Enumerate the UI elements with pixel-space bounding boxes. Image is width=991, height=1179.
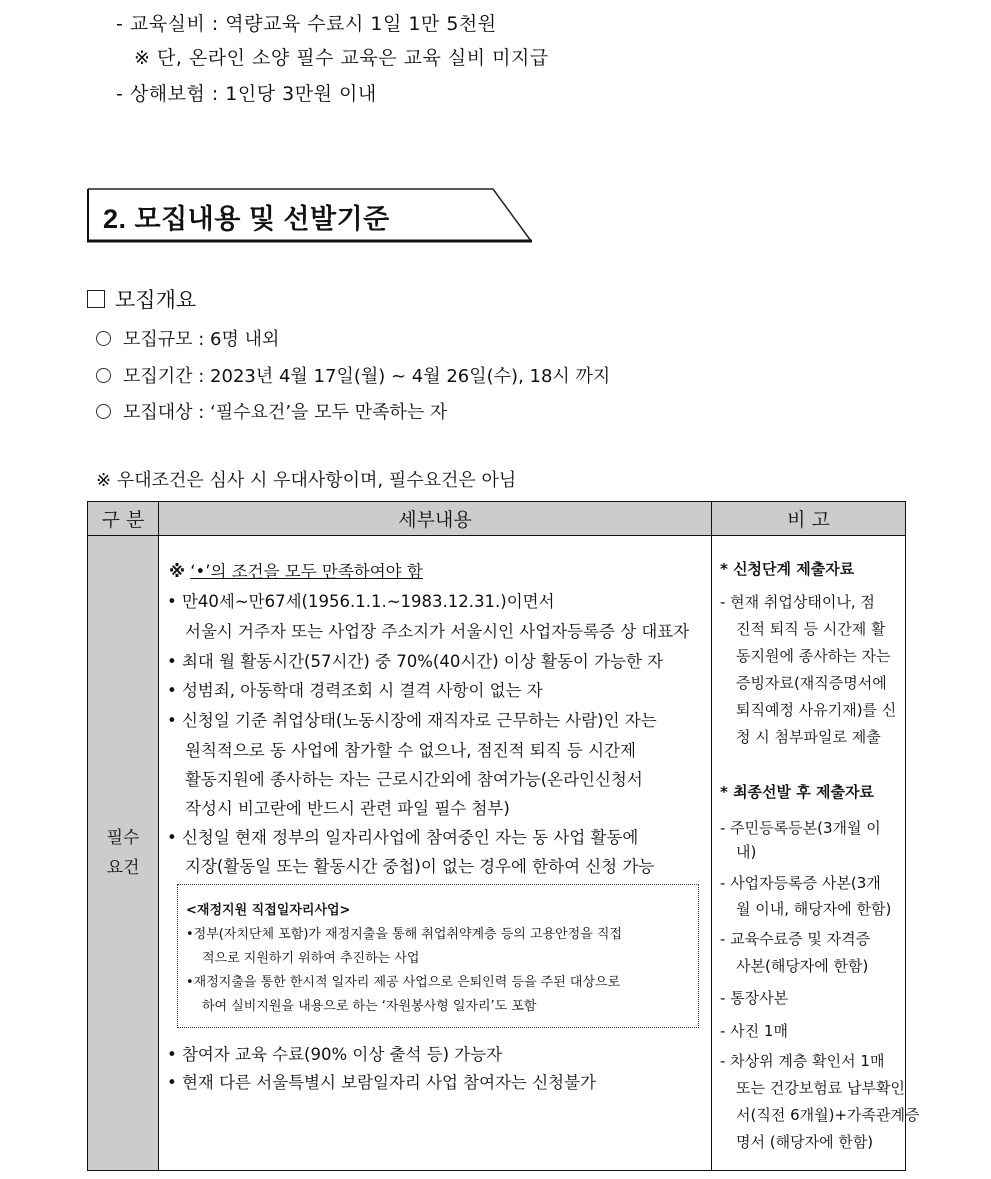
detail-line: 작성시 비고란에 반드시 관련 파일 필수 첨부)	[185, 799, 510, 818]
remark-line: 서(직전 6개월)+가족관계증	[736, 1106, 920, 1124]
remark-line: 월 이내, 해당자에 한함)	[736, 900, 892, 918]
remark-line: - 교육수료증 및 자격증	[720, 930, 871, 948]
remark-line: 사본(해당자에 한함)	[736, 957, 869, 975]
remark-line: - 주민등록등본(3개월 이	[720, 819, 881, 837]
overview-item-text: 모집대상 : ‘필수요건’을 모두 만족하는 자	[123, 402, 448, 423]
table-row	[88, 536, 906, 1171]
online-education-note: ※ 단, 온라인 소양 필수 교육은 교육 실비 미지급	[134, 47, 549, 69]
remark-line: 증빙자료(재직증명서에	[736, 674, 887, 692]
overview-title-text: 모집개요	[115, 288, 197, 312]
remark-line: 동지원에 종사하는 자는	[736, 647, 891, 665]
insurance-line: - 상해보험 : 1인당 3만원 이내	[116, 83, 377, 105]
circle-bullet-icon	[96, 368, 111, 383]
box-title: <재정지원 직접일자리사업>	[186, 903, 351, 918]
details-cell	[159, 536, 712, 1171]
box-line: 적으로 지원하기 위하여 추진하는 사업	[202, 951, 420, 966]
square-bullet-icon	[87, 290, 105, 308]
detail-line: 활동지원에 종사하는 자는 근로시간외에 참여가능(온라인신청서	[185, 770, 643, 789]
remark-line: - 사진 1매	[720, 1022, 788, 1040]
circle-bullet-icon	[96, 404, 111, 419]
box-line: 하여 실비지원을 내용으로 하는 ‘자원봉사형 일자리’도 포함	[202, 999, 537, 1014]
remark-line: 명서 (해당자에 한함)	[736, 1133, 874, 1151]
detail-line: • 신청일 기준 취업상태(노동시장에 재직자로 근무하는 사람)인 자는	[167, 711, 657, 730]
overview-item-scale	[96, 325, 279, 351]
category-label-2: 요건	[106, 858, 140, 878]
header-remarks: 비 고	[712, 502, 906, 536]
detail-line: • 성범죄, 아동학대 경력조회 시 결격 사항이 없는 자	[167, 681, 543, 700]
overview-item-text: 모집규모 : 6명 내외	[123, 329, 280, 350]
box-line: •정부(자치단체 포함)가 재정지출을 통해 취업취약계층 등의 고용안정을 직접	[186, 927, 623, 942]
header-category: 구 분	[88, 502, 159, 536]
detail-intro-text: ‘•’의 조건을 모두 만족하여야 함	[190, 562, 423, 581]
remark-line: - 차상위 계층 확인서 1매	[720, 1052, 885, 1070]
category-label-1: 필수	[106, 828, 140, 848]
reference-mark-icon: ※	[169, 562, 186, 581]
detail-line: • 만40세~만67세(1956.1.1.~1983.12.31.)이면서	[167, 592, 555, 611]
overview-item-target	[96, 398, 447, 424]
final-docs-title: * 최종선발 후 제출자료	[720, 783, 874, 801]
detail-line: • 현재 다른 서울특별시 보람일자리 사업 참여자는 신청불가	[167, 1073, 596, 1092]
detail-line: 지장(활동일 또는 활동시간 중첩)이 없는 경우에 한하여 신청 가능	[185, 857, 655, 876]
overview-item-period	[96, 362, 610, 388]
detail-line: • 참여자 교육 수료(90% 이상 출석 등) 가능자	[167, 1045, 503, 1064]
remark-line: 청 시 첨부파일로 제출	[736, 728, 881, 746]
direct-job-program-box	[177, 884, 699, 1028]
section-title: 2. 모집내용 및 선발기준	[103, 204, 390, 234]
detail-intro	[169, 558, 423, 582]
detail-line: 원칙적으로 동 사업에 참가할 수 없으나, 점진적 퇴직 등 시간제	[185, 741, 636, 760]
requirements-table	[87, 501, 920, 1171]
preference-note: ※ 우대조건은 심사 시 우대사항이며, 필수요건은 아님	[96, 470, 517, 491]
remark-line: 또는 건강보험료 납부확인	[736, 1079, 905, 1097]
header-details: 세부내용	[159, 502, 712, 536]
box-line: •재정지출을 통한 한시적 일자리 제공 사업으로 은퇴인력 등을 주된 대상으로	[186, 975, 621, 990]
education-allowance-line: - 교육실비 : 역량교육 수료시 1일 1만 5천원	[116, 13, 497, 35]
category-cell	[88, 536, 159, 1171]
remark-line: 내)	[736, 843, 757, 861]
detail-line: 서울시 거주자 또는 사업장 주소지가 서울시인 사업자등록증 상 대표자	[185, 622, 690, 641]
table-header-row	[88, 502, 906, 536]
remark-line: - 사업자등록증 사본(3개	[720, 874, 881, 892]
circle-bullet-icon	[96, 331, 111, 346]
remarks-cell	[712, 536, 920, 1171]
section-heading	[87, 188, 532, 242]
remark-line: 퇴직예정 사유기재)를 신	[736, 701, 897, 719]
detail-line: • 최대 월 활동시간(57시간) 중 70%(40시간) 이상 활동이 가능한 자	[167, 652, 664, 671]
detail-line: • 신청일 현재 정부의 일자리사업에 참여중인 자는 동 사업 활동에	[167, 828, 639, 847]
remark-line: - 통장사본	[720, 989, 789, 1007]
overview-item-text: 모집기간 : 2023년 4월 17일(월) ~ 4월 26일(수), 18시 까지	[123, 366, 611, 387]
overview-title	[87, 284, 196, 314]
remark-line: - 현재 취업상태이나, 점	[720, 593, 875, 611]
apply-docs-title: * 신청단계 제출자료	[720, 560, 855, 578]
remark-line: 진적 퇴직 등 시간제 활	[736, 620, 886, 638]
